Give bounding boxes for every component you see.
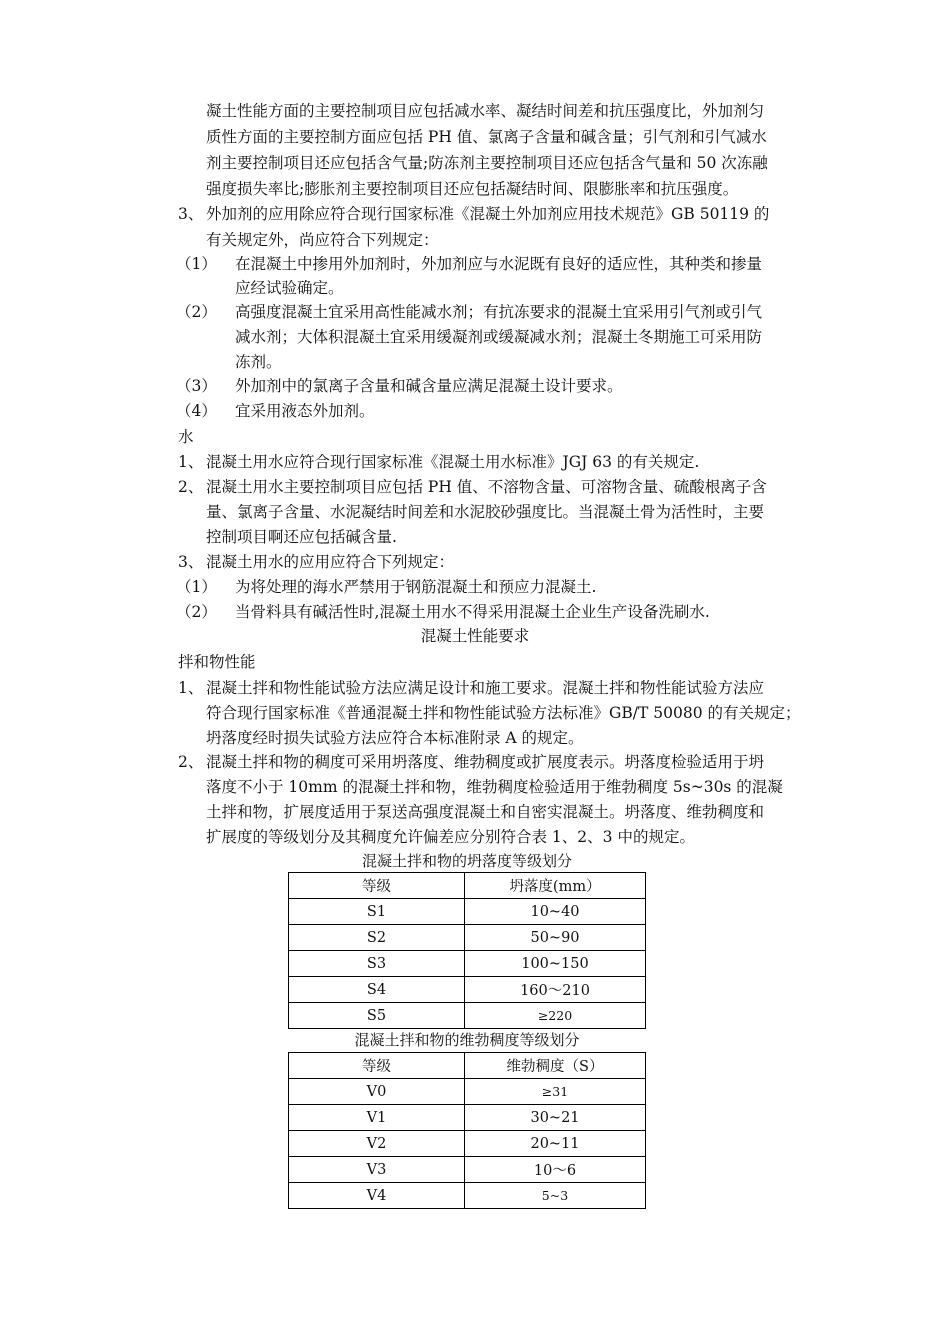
value-cell: 160～210 [465,977,646,1003]
paragraph-line: 外加剂中的氯离子含量和碱含量应满足混凝土设计要求。 [235,377,623,395]
grade-cell: V0 [289,1079,465,1105]
list-marker: （2） [176,303,217,321]
grade-cell: V1 [289,1105,465,1131]
table-row [289,1003,646,1029]
paragraph-line: 减水剂；大体积混凝土宜采用缓凝剂或缓凝减水剂；混凝土冬期施工可采用防 [235,328,763,346]
table-row [289,925,646,951]
header-cell: 维勃稠度（S） [465,1053,646,1079]
paragraph-line: 符合现行国家标准《普通混凝土拌和物性能试验方法标准》GB/T 50080 的有关规定； [206,704,801,722]
table-row [289,1131,646,1157]
table-row [289,1079,646,1105]
paragraph-line: 冻剂。 [235,353,282,371]
paragraph-line: 当骨料具有碱活性时,混凝土用水不得采用混凝土企业生产设备洗刷水. [235,603,710,621]
paragraph-line: 剂主要控制项目还应包括含气量;防冻剂主要控制项目还应包括含气量和 50 次冻融 [206,154,768,172]
paragraph-line: 混凝土用水应符合现行国家标准《混凝土用水标准》JGJ 63 的有关规定. [206,453,700,471]
value-cell: 30~21 [465,1105,646,1131]
list-marker: （1） [176,578,217,596]
value-cell: 10～6 [465,1157,646,1183]
paragraph-line: 强度损失率比;膨胀剂主要控制项目还应包括凝结时间、限膨胀率和抗压强度。 [206,180,739,198]
list-marker: 2、 [178,478,204,496]
paragraph-line: 混凝土拌和物性能试验方法应满足设计和施工要求。混凝土拌和物性能试验方法应 [206,679,765,697]
table-row [289,951,646,977]
header-cell: 坍落度(mm） [465,873,646,899]
table-caption: 混凝土拌和物的坍落度等级划分 [361,852,572,870]
paragraph-line: 为将处理的海水严禁用于钢筋混凝土和预应力混凝土. [235,578,597,596]
paragraph-line: 应经试验确定。 [235,279,344,297]
paragraph-line: 落度不小于 10mm 的混凝土拌和物，维勃稠度检验适用于维勃稠度 5s~30s 的混凝 [206,778,783,796]
vebe-grade-table [288,1052,646,1209]
list-marker: 2、 [178,753,204,771]
list-marker: （1） [176,255,217,273]
value-cell: 100~150 [465,951,646,977]
list-marker: 1、 [178,679,204,697]
grade-cell: S2 [289,925,465,951]
table-row [289,977,646,1003]
grade-cell: S5 [289,1003,465,1029]
list-marker: （3） [176,377,217,395]
value-cell: 20~11 [465,1131,646,1157]
paragraph-line: 量、氯离子含量、水泥凝结时间差和水泥胶砂强度比。当混凝土骨为活性时，主要 [206,503,765,521]
table-row [289,899,646,925]
grade-cell: S1 [289,899,465,925]
grade-cell: V2 [289,1131,465,1157]
paragraph-line: 坍落度经时损失试验方法应符合本标准附录 A 的规定。 [206,729,584,747]
table-header-row [289,873,646,899]
section-heading: 拌和物性能 [178,653,256,671]
grade-cell: S3 [289,951,465,977]
paragraph-line: 在混凝土中掺用外加剂时，外加剂应与水泥既有良好的适应性，其种类和掺量 [235,255,763,273]
paragraph-line: 外加剂的应用除应符合现行国家标准《混凝土外加剂应用技术规范》GB 50119 的 [206,205,770,223]
paragraph-line: 混凝土用水主要控制项目应包括 PH 值、不溶物含量、可溶物含量、硫酸根离子含 [206,478,767,496]
grade-cell: V4 [289,1183,465,1209]
list-marker: （2） [176,603,217,621]
section-heading: 水 [178,428,194,446]
list-marker: （4） [176,402,217,420]
table-row [289,1183,646,1209]
grade-cell: S4 [289,977,465,1003]
paragraph-line: 控制项目啊还应包括碱含量. [206,528,397,546]
value-cell: 10~40 [465,899,646,925]
value-cell: 50~90 [465,925,646,951]
table-header-row [289,1053,646,1079]
list-marker: 3、 [178,205,204,223]
paragraph-line: 质性方面的主要控制方面应包括 PH 值、氯离子含量和碱含量；引气剂和引气减水 [206,128,767,146]
slump-grade-table [288,872,646,1029]
paragraph-line: 混凝土用水的应用应符合下列规定： [206,553,455,571]
table-row [289,1105,646,1131]
header-cell: 等级 [289,1053,465,1079]
paragraph-line: 凝土性能方面的主要控制项目应包括减水率、凝结时间差和抗压强度比，外加剂匀 [206,102,765,120]
paragraph-line: 高强度混凝土宜采用高性能减水剂；有抗冻要求的混凝土宜采用引气剂或引气 [235,303,763,321]
paragraph-line: 有关规定外，尚应符合下列规定： [206,231,439,249]
paragraph-line: 混凝土拌和物的稠度可采用坍落度、维勃稠度或扩展度表示。坍落度检验适用于坍 [206,753,765,771]
paragraph-line: 宜采用液态外加剂。 [235,402,375,420]
list-marker: 3、 [178,553,204,571]
list-marker: 1、 [178,453,204,471]
paragraph-line: 扩展度的等级划分及其稠度允许偏差应分别符合表 1、2、3 中的规定。 [206,828,695,846]
table-row [289,1157,646,1183]
value-cell: ≥220 [465,1003,646,1029]
section-title: 混凝土性能要求 [420,627,530,645]
grade-cell: V3 [289,1157,465,1183]
value-cell: ≥31 [465,1079,646,1105]
paragraph-line: 土拌和物，扩展度适用于泵送高强度混凝土和自密实混凝土。坍落度、维勃稠度和 [206,803,765,821]
table-caption: 混凝土拌和物的维勃稠度等级划分 [354,1031,580,1049]
header-cell: 等级 [289,873,465,899]
value-cell: 5~3 [465,1183,646,1209]
